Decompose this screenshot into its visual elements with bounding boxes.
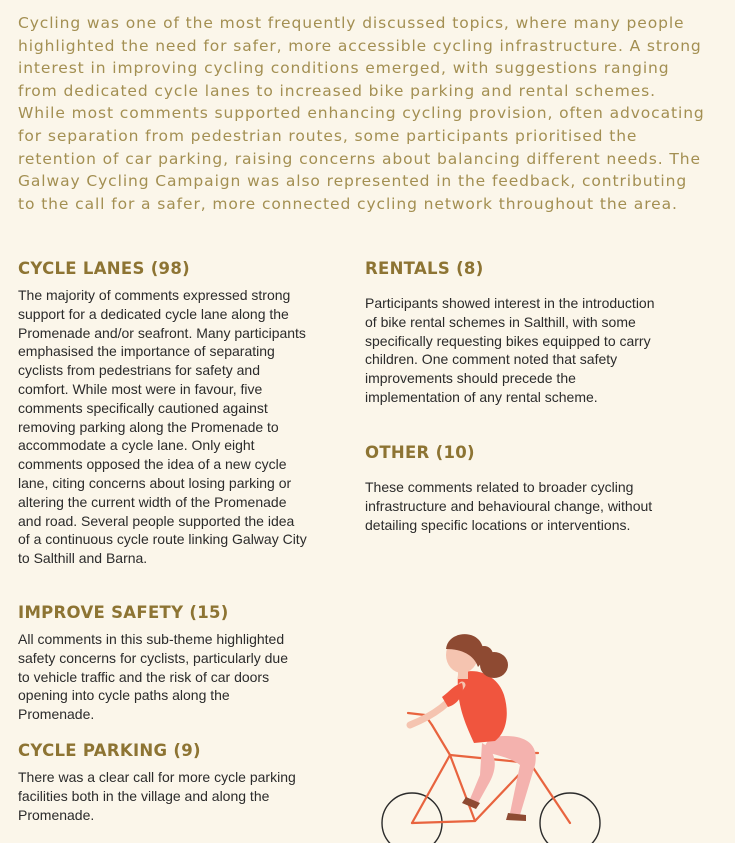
section-improve-safety (18, 603, 303, 724)
section-body: These comments related to broader cycling infrastructure and behavioural change, without detailing specific locations or interventions. (365, 479, 653, 533)
section-heading: OTHER (10) (365, 443, 475, 462)
section-other (365, 443, 655, 534)
section-body: The majority of comments expressed strong support for a dedicated cycle lane along the Promenade and/or seafront. Many participants emphasised the importance of separating cyclists from pedestrians for safety and comfort. While most were in favour, five comments specifically cautioned against removing parking along the Promenade to accommodate a cycle lane. Only eight comments opposed the idea of a new cycle lane, citing concerns about losing parking or altering the current width of the Promenade and road. Several people supported the idea of a continuous cycle route linking Galway City to Salthill and Barna. (18, 287, 307, 567)
section-heading: IMPROVE SAFETY (15) (18, 603, 229, 622)
section-heading: CYCLE LANES (98) (18, 259, 190, 278)
section-heading: CYCLE PARKING (9) (18, 741, 201, 760)
bike-wheel-back-icon (382, 793, 442, 843)
section-body: Participants showed interest in the introduction of bike rental schemes in Salthill, with some specifically requesting bikes equipped to carry children. One comment noted that safety improvements should precede the implementation of any rental scheme. (365, 295, 655, 405)
section-rentals (365, 259, 655, 407)
intro-paragraph: Cycling was one of the most frequently discussed topics, where many people highlighted the need for safer, more accessible cycling infrastructure. A strong interest in improving cycling conditions emerged, with suggestions ranging from dedicated cycle lanes to increased bike parking and rental schemes. While most comments supported enhancing cycling provision, often advocating for separation from pedestrian routes, some participants prioritised the retention of car parking, raising concerns about balancing different needs. The Galway Cycling Campaign was also represented in the feedback, contributing to the call for a safer, more connected cycling network throughout the area. (18, 14, 705, 213)
section-cycle-parking (18, 741, 308, 824)
section-body: There was a clear call for more cycle parking facilities both in the village and along the Promenade. (18, 769, 296, 823)
section-heading: RENTALS (8) (365, 259, 484, 278)
section-body: All comments in this sub-theme highlighted safety concerns for cyclists, particularly due to vehicle traffic and the risk of car doors opening into cycle paths along the Promenade. (18, 631, 288, 723)
section-cycle-lanes (18, 259, 308, 568)
bike-wheel-front-icon (540, 793, 600, 843)
cyclist-illustration (370, 625, 620, 843)
